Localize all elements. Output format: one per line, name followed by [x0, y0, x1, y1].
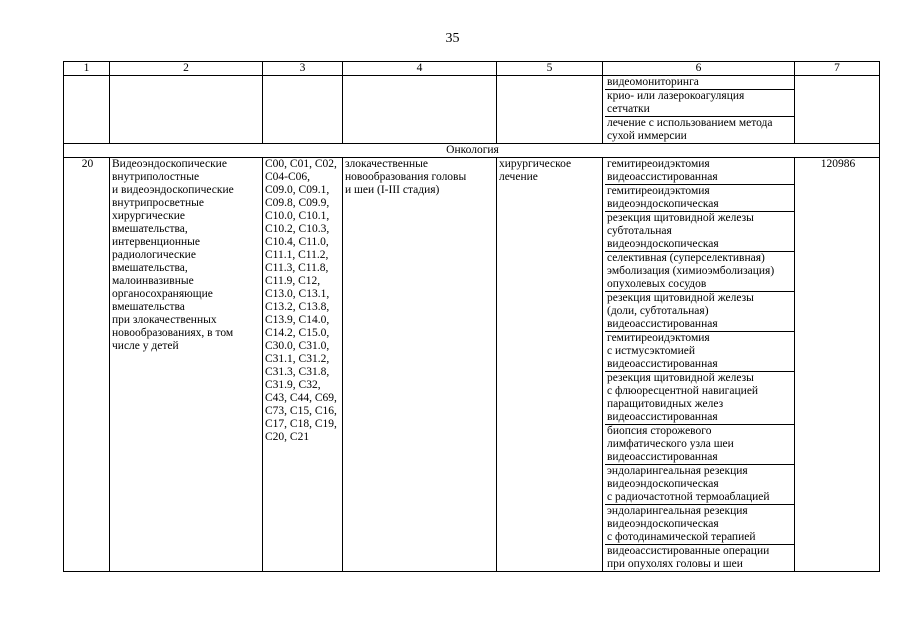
procedure-item: селективная (суперселективная) эмболизация (химиоэмболизация) опухолевых сосудов: [605, 252, 794, 292]
column-number: 6: [603, 62, 795, 76]
column-number-row: [64, 62, 880, 76]
continued-procedures-cell: [603, 76, 795, 144]
procedure-item: гемитиреоидэктомия видеоэндоскопическая: [605, 185, 794, 212]
section-title: Онкология: [64, 144, 880, 158]
procedure-item: биопсия сторожевого лимфатического узла шеи видеоассистированная: [605, 425, 794, 465]
column-number: 7: [795, 62, 880, 76]
procedure-item: резекция щитовидной железы субтотальная видеоэндоскопическая: [605, 212, 794, 252]
page-number: 35: [445, 31, 460, 46]
column-number: 4: [343, 62, 497, 76]
procedure-item: эндоларингеальная резекция видеоэндоскопическая с радиочастотной термоаблацией: [605, 465, 794, 505]
procedure-item: гемитиреоидэктомия видеоассистированная: [605, 158, 794, 185]
procedure-item: резекция щитовидной железы (доли, субтотальная) видеоассистированная: [605, 292, 794, 332]
procedure-item: гемитиреоидэктомия с истмусэктомией видеоассистированная: [605, 332, 794, 372]
medical-care-table: [63, 61, 880, 572]
procedure-item: эндоларингеальная резекция видеоэндоскопическая с фотодинамической терапией: [605, 505, 794, 545]
column-number: 1: [64, 62, 110, 76]
price-value: 120986: [795, 158, 880, 572]
patient-model: злокачественные новообразования головы и шеи (I-III стадия): [343, 158, 497, 572]
row-number: 20: [64, 158, 110, 572]
procedure-item: крио- или лазерокоагуляция сетчатки: [605, 90, 794, 117]
column-number: 3: [263, 62, 343, 76]
column-number: 5: [497, 62, 603, 76]
procedures-cell: [603, 158, 795, 572]
section-row: [64, 144, 880, 158]
column-number: 2: [110, 62, 263, 76]
procedure-item: видеоассистированные операции при опухолях головы и шеи: [607, 545, 770, 570]
procedure-item: резекция щитовидной железы с флюоресцентной навигацией паращитовидных желез видеоассистированная: [605, 372, 794, 425]
procedure-item: лечение с использованием метода сухой иммерсии: [607, 117, 773, 142]
procedure-item: видеомониторинга: [605, 76, 794, 90]
treatment-type: хирургическое лечение: [497, 158, 603, 572]
table-row: [64, 158, 880, 572]
care-type-name: Видеоэндоскопические внутриполостные и видеоэндоскопические внутрипросветные хирургические вмешательства, интервенционные радиологические вмешательства, малоинвазивные органосохраняющие вмешательства при злокачественных новообразованиях, в том числе у детей: [110, 158, 263, 572]
continuation-row: [64, 76, 880, 144]
diagnosis-codes: C00, C01, C02, C04-C06, C09.0, C09.1, C09.8, C09.9, C10.0, C10.1, C10.2, C10.3, C10.4, C11.0, C11.1, C11.2, C11.3, C11.8, C11.9, C12, C13.0, C13.1, C13.2, C13.8, C13.9, C14.0, C14.2, C15.0, C30.0, C31.0, C31.1, C31.2, C31.3, C31.8, C31.9, C32, C43, C44, C69, C73, C15, C16, C17, C18, C19, C20, C21: [263, 158, 343, 572]
